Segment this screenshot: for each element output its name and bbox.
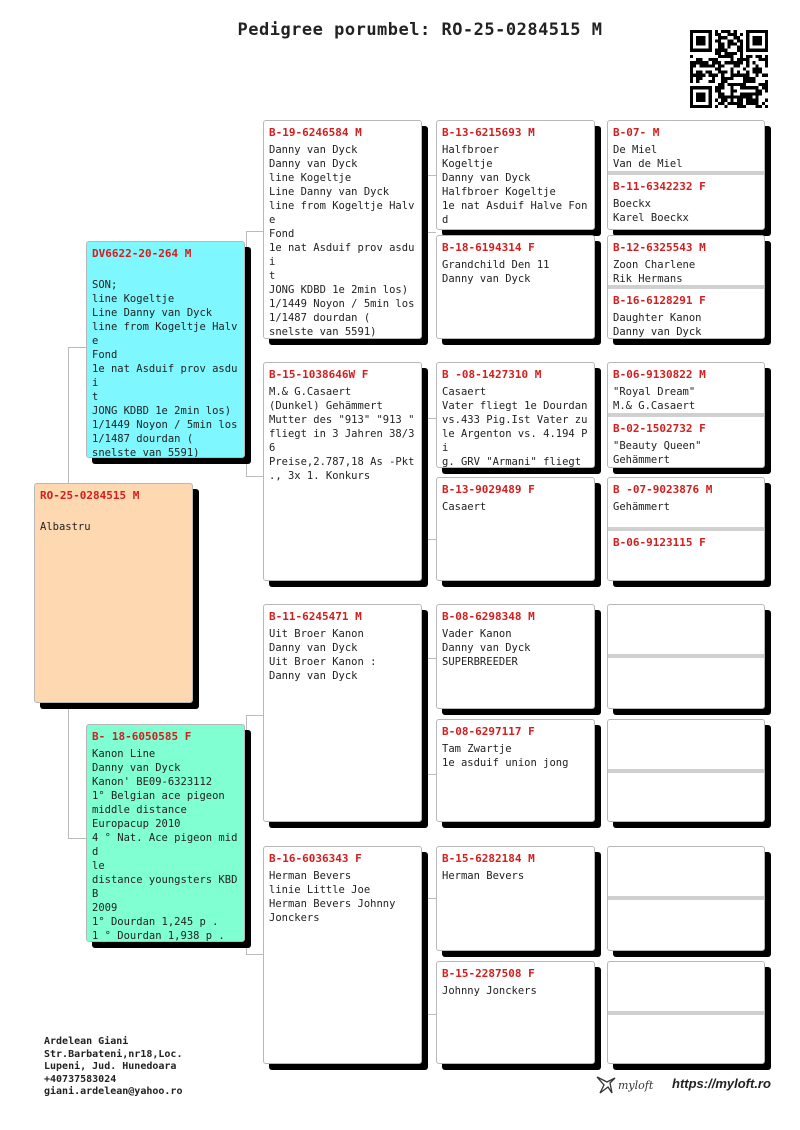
text-line: Gehämmert — [613, 454, 670, 466]
sire-details — [92, 264, 239, 458]
text-line: Kanon' BE09-6323112 — [92, 776, 213, 788]
gen3-details — [269, 869, 416, 925]
brand-logo-text: myloft — [618, 1079, 654, 1092]
text-line: 1e nat Asduif prov asdui — [92, 363, 238, 389]
gen3-ring-number: B-15-1038646W F — [269, 368, 369, 381]
myloft-logo — [594, 1074, 664, 1096]
gen4-details — [442, 869, 589, 883]
gen4-card-6[interactable] — [436, 719, 595, 822]
text-line: ., 3x 1. Konkurs — [269, 470, 371, 482]
text-line: Herman Bevers — [269, 870, 352, 882]
text-line: giani.ardelean@yahoo.ro — [44, 1086, 183, 1097]
gen5-details — [613, 258, 759, 285]
gen5-card-3[interactable] — [608, 236, 764, 285]
text-line — [442, 227, 589, 230]
gen5-ring-number: B-06-9123115 F — [613, 536, 706, 549]
gen3-sire-dam-card[interactable] — [263, 362, 422, 581]
bird-icon — [597, 1077, 615, 1093]
text-line — [40, 506, 187, 520]
gen5-details — [613, 500, 759, 514]
gen5-details — [613, 143, 759, 171]
gen5-ring-number: B-11-6342232 F — [613, 180, 706, 193]
gen5-details — [613, 385, 759, 413]
gen4-details — [442, 258, 589, 286]
subject-pigeon-card[interactable] — [34, 483, 193, 703]
text-line: Danny van Dyck — [269, 158, 358, 170]
text-line: 1e asduif union jong — [442, 757, 569, 769]
gen3-ring-number: B-19-6246584 M — [269, 126, 362, 139]
text-line: 4 ° Nat. Ace pigeon midd — [92, 832, 238, 858]
text-line: Danny van Dyck — [442, 172, 531, 184]
text-line: Europacup 2010 — [92, 818, 181, 830]
text-line: Grandchild Den 11 — [442, 259, 550, 271]
text-line: line Kogeltje — [92, 293, 175, 305]
text-line: g. GRV "Armani" fliegt — [442, 456, 582, 468]
gen4-details — [442, 143, 589, 230]
gen4-card-4[interactable] — [436, 477, 595, 581]
gen4-ring-number: B-08-6298348 M — [442, 610, 535, 623]
gen5-ring-number: B-02-1502732 F — [613, 422, 706, 435]
text-line: Karel Boeckx — [613, 212, 689, 224]
gen4-ring-number: B -08-1427310 M — [442, 368, 542, 381]
gen5-divider — [608, 1011, 764, 1015]
subject-ring-number: RO-25-0284515 M — [40, 489, 140, 502]
text-line: Danny van Dyck — [442, 273, 531, 285]
text-line: snelste van 5591) — [92, 447, 200, 458]
gen5-ring-number: B-07- M — [613, 126, 660, 139]
gen4-card-7[interactable] — [436, 846, 595, 951]
text-line: 1/1487 dourdan ( — [92, 433, 194, 445]
text-line: Danny van Dyck — [269, 642, 358, 654]
text-line: snelste van 5591) — [269, 326, 377, 338]
gen4-details — [442, 742, 589, 770]
gen4-details — [442, 500, 589, 514]
connector-ss-parents — [424, 175, 436, 233]
text-line: M.& G.Casaert — [613, 400, 696, 412]
text-line: Fond — [269, 228, 295, 240]
text-line: 2009 — [92, 902, 118, 914]
gen5-divider — [608, 896, 764, 900]
gen4-ring-number: B-18-6194314 F — [442, 241, 535, 254]
connector-sire-ss — [246, 231, 264, 272]
gen5-divider — [608, 769, 764, 773]
text-line: t — [269, 270, 276, 282]
text-line: 1e nat Asduif prov asdui — [269, 242, 415, 268]
dam-details — [92, 747, 239, 942]
text-line: Uit Broer Kanon : — [269, 656, 377, 668]
text-line: 1 ° Dourdan 1,938 p . — [92, 930, 225, 942]
breeder-contact — [44, 1036, 182, 1099]
text-line: Str.Barbateni,nr18,Loc. — [44, 1048, 183, 1060]
connector-subject-sire — [68, 347, 87, 484]
gen5-card-7[interactable] — [608, 478, 764, 527]
text-line: line from Kogeltje Halve — [92, 321, 238, 347]
gen4-card-1[interactable] — [436, 120, 595, 230]
connector-subject-dam — [68, 703, 87, 839]
gen4-ring-number: B-15-2287508 F — [442, 967, 535, 980]
gen5-details — [613, 439, 759, 467]
text-line: 1e nat Asduif Halve Fond — [442, 200, 588, 226]
gen3-dam-dam-card[interactable] — [263, 846, 422, 1064]
connector-dam-ds — [246, 715, 264, 766]
text-line: Mutter des "913" "913 " — [269, 414, 415, 426]
text-line: Vater fliegt 1e Dourdan — [442, 400, 588, 412]
gen5-card-8[interactable] — [608, 531, 764, 580]
gen3-details — [269, 385, 416, 483]
text-line: (Dunkel) Gehämmert — [269, 400, 383, 412]
gen5-details — [613, 311, 759, 338]
text-line: Jonckers — [269, 912, 320, 924]
gen5-card-5[interactable] — [608, 363, 764, 413]
text-line: Fond — [92, 349, 118, 361]
gen4-details — [442, 984, 589, 998]
gen4-ring-number: B-13-6215693 M — [442, 126, 535, 139]
gen4-ring-number: B-08-6297117 F — [442, 725, 535, 738]
text-line: Danny van Dyck — [613, 326, 702, 338]
connector-sire-sd — [246, 458, 264, 477]
text-line: Rik Hermans — [613, 273, 683, 285]
text-line: le — [92, 860, 105, 872]
text-line: Daughter Kanon — [613, 312, 702, 324]
text-line: Ardelean Giani — [44, 1036, 129, 1047]
text-line: line Kogeltje — [269, 172, 352, 184]
text-line: Johnny Jonckers — [442, 985, 537, 997]
text-line: M.& G.Casaert — [269, 386, 352, 398]
text-line: linie Little Joe — [269, 884, 371, 896]
subject-details — [40, 506, 187, 534]
text-line: Zoon Charlene — [613, 259, 696, 271]
text-line: vs.433 Pig.Ist Vater zu — [442, 414, 588, 426]
gen5-details — [613, 197, 759, 225]
text-line: Gehämmert — [613, 501, 670, 513]
text-line: 1° Belgian ace pigeon — [92, 790, 225, 802]
gen5-ring-number: B-12-6325543 M — [613, 241, 706, 254]
gen5-card-6[interactable] — [608, 417, 764, 467]
text-line: Kanon Line — [92, 748, 156, 760]
connector-ds-parents — [424, 658, 436, 775]
text-line: JONG KDBD 1e 2min los) — [92, 405, 232, 417]
text-line: JONG KDBD 1e 2min los) — [269, 284, 409, 296]
gen5-divider — [608, 654, 764, 658]
text-line: +40737583024 — [44, 1073, 117, 1085]
text-line: Danny van Dyck — [442, 642, 531, 654]
text-line: fliegt in 3 Jahren 38/36 — [269, 428, 415, 454]
text-line: middle distance — [92, 804, 187, 816]
connector-dam-dd — [246, 942, 264, 955]
gen3-dam-sire-card[interactable] — [263, 604, 422, 822]
gen5-card-2[interactable] — [608, 175, 764, 229]
qr-code-icon — [690, 30, 768, 108]
gen3-ring-number: B-11-6245471 M — [269, 610, 362, 623]
website-link[interactable]: https://myloft.ro — [672, 1076, 771, 1091]
text-line: 1/1449 Noyon / 5min los — [269, 298, 415, 310]
text-line: SUPERBREEDER — [442, 656, 518, 668]
text-line: Herman Bevers Johnny — [269, 898, 396, 910]
gen5-card-4[interactable] — [608, 289, 764, 338]
dam-ring-number: B- 18-6050585 F — [92, 730, 192, 743]
connector-sd-parents — [424, 418, 436, 540]
text-line: Casaert — [442, 501, 487, 513]
gen4-details — [442, 385, 589, 468]
text-line: Casaert — [442, 386, 487, 398]
page-title: Pedigree porumbel: RO-25-0284515 M — [237, 20, 603, 40]
gen4-card-5[interactable] — [436, 604, 595, 709]
text-line: Line Danny van Dyck — [92, 307, 213, 319]
gen3-ring-number: B-16-6036343 F — [269, 852, 362, 865]
text-line: Tam Zwartje — [442, 743, 512, 755]
text-line: Lupeni, Jud. Hunedoara — [44, 1061, 177, 1072]
gen4-card-3[interactable] — [436, 362, 595, 468]
gen4-details — [442, 627, 589, 669]
text-line: De Miel — [613, 144, 658, 156]
gen3-details — [269, 627, 416, 683]
connector-dd-parents — [424, 898, 436, 1015]
gen5-ring-number: B -07-9023876 M — [613, 483, 713, 496]
text-line: Vader Kanon — [442, 628, 512, 640]
text-line: Uit Broer Kanon — [269, 628, 364, 640]
text-line: "Beauty Queen" — [613, 440, 702, 452]
gen5-card-1[interactable] — [608, 121, 764, 171]
gen3-details — [269, 143, 416, 339]
text-line: Boeckx — [613, 198, 651, 210]
gen4-card-8[interactable] — [436, 961, 595, 1064]
text-line: 1/1487 dourdan ( — [269, 312, 371, 324]
gen4-ring-number: B-15-6282184 M — [442, 852, 535, 865]
text-line: t — [92, 391, 99, 403]
text-line: Halfbroer — [442, 144, 499, 156]
text-line: Preise,2.787,18 As -Pkt — [269, 456, 415, 468]
text-line: Herman Bevers — [442, 870, 525, 882]
text-line: "Royal Dream" — [613, 386, 696, 398]
text-line — [92, 264, 239, 278]
gen4-card-2[interactable] — [436, 235, 595, 339]
text-line: Halfbroer Kogeltje — [442, 186, 556, 198]
gen5-ring-number: B-06-9130822 M — [613, 368, 706, 381]
text-line: Line Danny van Dyck — [269, 186, 390, 198]
text-line: Albastru — [40, 521, 91, 533]
text-line: SON; — [92, 279, 118, 291]
text-line: 1/1449 Noyon / 5min los — [92, 419, 238, 431]
text-line: Danny van Dyck — [269, 670, 358, 682]
dam-card[interactable] — [86, 724, 245, 942]
text-line: Danny van Dyck — [269, 144, 358, 156]
gen5-ring-number: B-16-6128291 F — [613, 294, 706, 307]
text-line: le Argenton vs. 4.194 Pi — [442, 428, 588, 454]
gen3-sire-sire-card[interactable] — [263, 120, 422, 339]
text-line: 1° Dourdan 1,245 p . — [92, 916, 219, 928]
sire-card[interactable] — [86, 241, 245, 458]
text-line: distance youngsters KBDB — [92, 874, 238, 900]
text-line: Van de Miel — [613, 158, 683, 170]
sire-ring-number: DV6622-20-264 M — [92, 247, 192, 260]
text-line: Kogeltje — [442, 158, 493, 170]
gen4-ring-number: B-13-9029489 F — [442, 483, 535, 496]
text-line: Danny van Dyck — [92, 762, 181, 774]
text-line: line from Kogeltje Halve — [269, 200, 415, 226]
